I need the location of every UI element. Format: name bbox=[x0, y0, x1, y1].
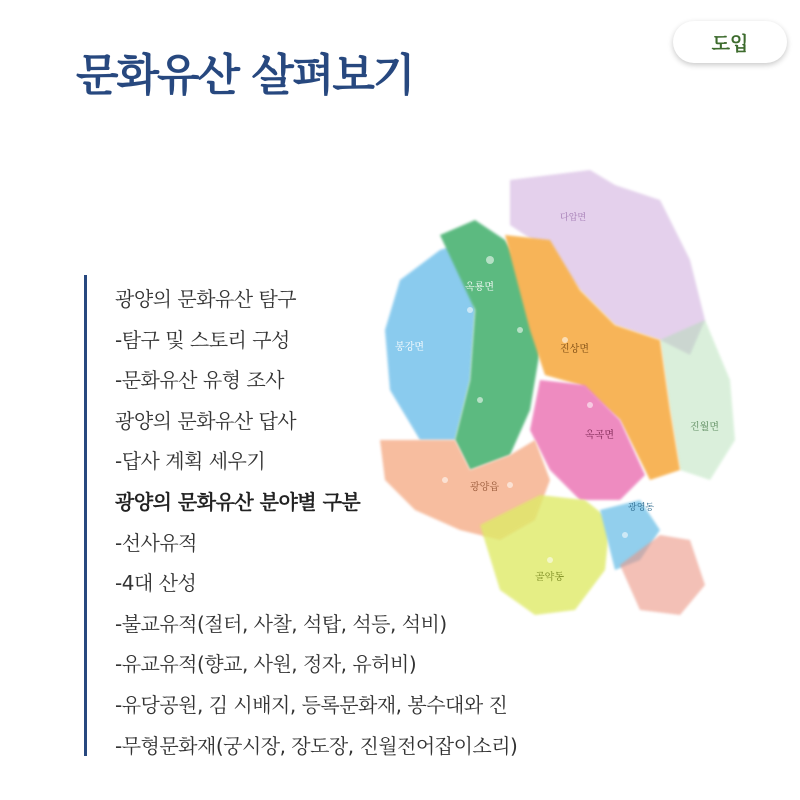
map-label-okryong: 옥룡면 bbox=[465, 282, 494, 293]
list-item: -문화유산 유형 조사 bbox=[115, 368, 284, 393]
map-label-jinsang: 진상면 bbox=[560, 344, 589, 355]
list-item: 광양의 문화유산 답사 bbox=[115, 408, 297, 433]
page-title: 문화유산 살펴보기 bbox=[76, 50, 414, 101]
map-label-bonggang: 봉강면 bbox=[395, 342, 424, 353]
map-label-golyak: 골약동 bbox=[535, 572, 564, 583]
map-label-okgok: 옥곡면 bbox=[585, 430, 614, 441]
topic-list bbox=[115, 279, 517, 766]
intro-badge-label: 도입 bbox=[711, 32, 749, 55]
content-panel bbox=[84, 275, 527, 756]
list-item: -불교유적(절터, 사찰, 석탑, 석등, 석비) bbox=[115, 611, 447, 636]
map-label-gwangyeong: 광영동 bbox=[628, 503, 655, 513]
list-item: 광양의 문화유산 탐구 bbox=[115, 287, 297, 311]
map-label-gwangyang-eup: 광양읍 bbox=[470, 482, 499, 493]
map-label-jinwol: 진월면 bbox=[690, 422, 719, 433]
list-item: -무형문화재(궁시장, 장도장, 진월전어잡이소리) bbox=[115, 733, 518, 758]
list-item-heading: 광양의 문화유산 분야별 구분 bbox=[115, 489, 361, 514]
map-label-daap: 다압면 bbox=[560, 213, 587, 223]
list-item: -4대 산성 bbox=[115, 571, 197, 596]
list-item: -탐구 및 스토리 구성 bbox=[115, 327, 290, 352]
list-item: -유교유적(향교, 사원, 정자, 유허비) bbox=[115, 652, 417, 677]
list-item: -답사 계획 세우기 bbox=[115, 449, 266, 474]
list-item: -유당공원, 김 시배지, 등록문화재, 봉수대와 진 bbox=[115, 692, 508, 717]
intro-badge bbox=[673, 21, 787, 63]
list-item: -선사유적 bbox=[115, 530, 197, 555]
